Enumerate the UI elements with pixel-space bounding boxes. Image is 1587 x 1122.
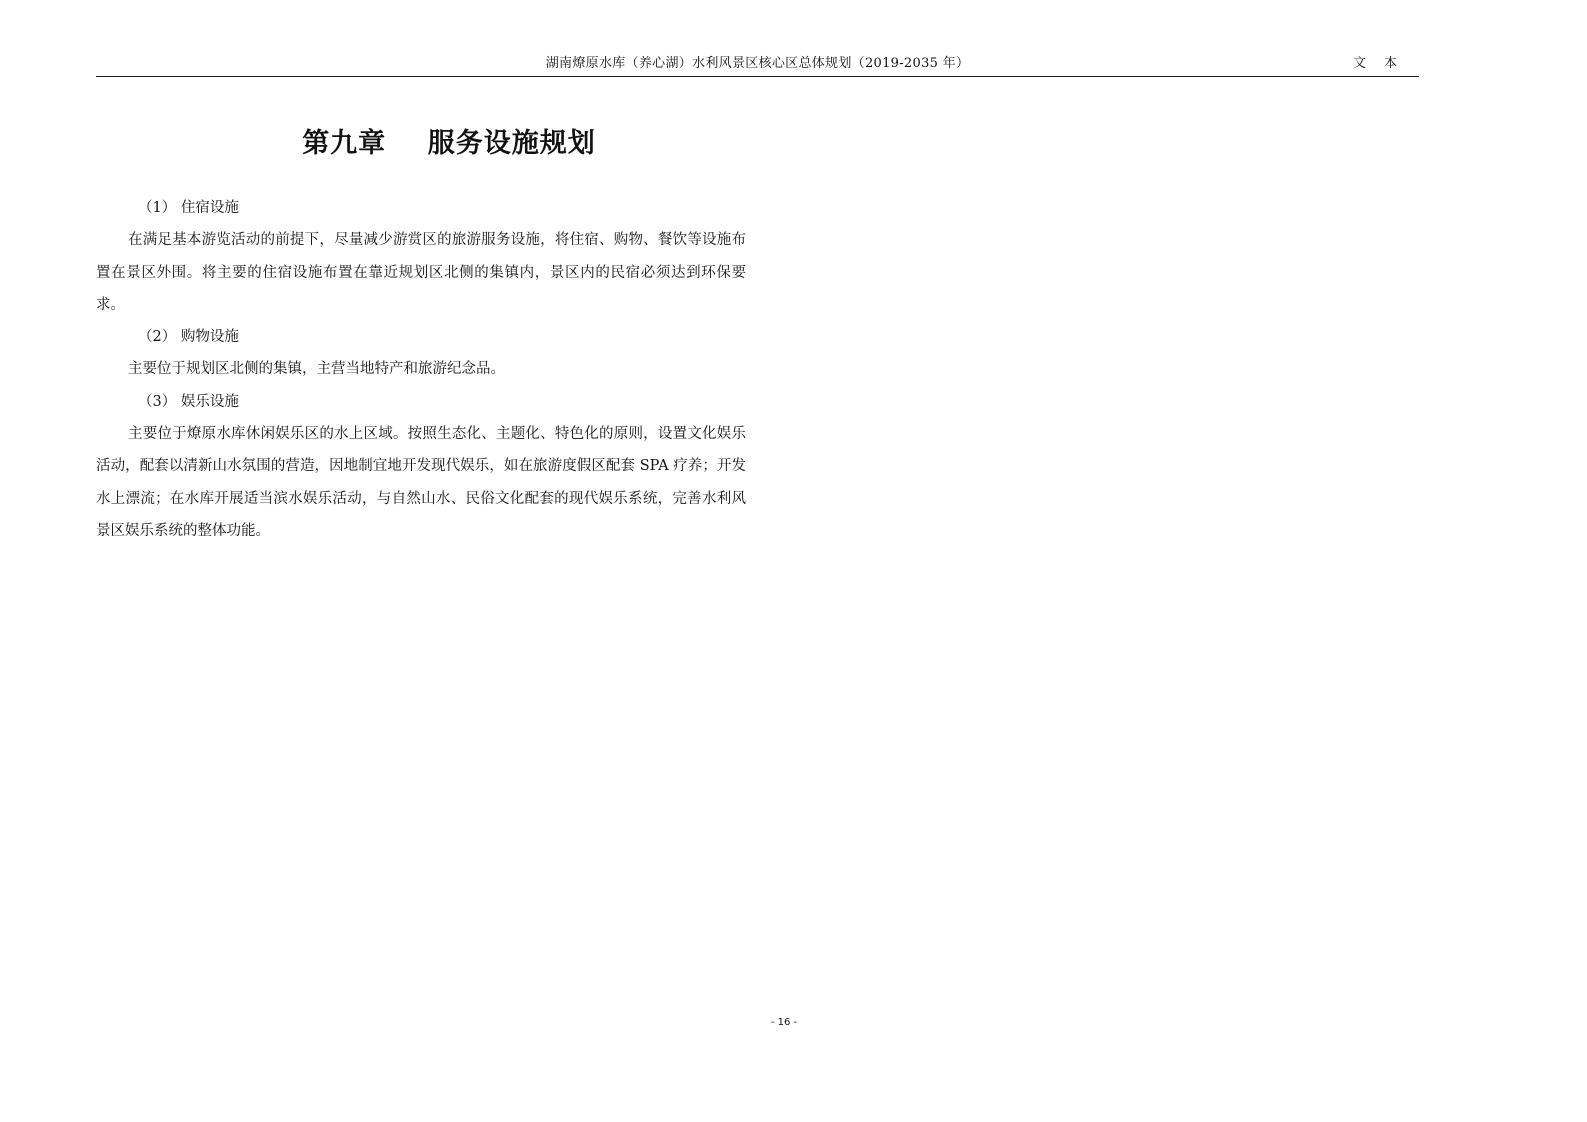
section-heading-lodging: （1） 住宿设施	[138, 200, 239, 216]
page-number: - 16 -	[770, 1017, 798, 1028]
chapter-content	[96, 192, 746, 547]
section-body-shopping: 主要位于规划区北侧的集镇，主营当地特产和旅游纪念品。	[128, 361, 505, 378]
section-body-lodging: 在满足基本游览活动的前提下，尽量减少游赏区的旅游服务设施，将住宿、购物、餐饮等设施布置在景区外围。将主要的住宿设施布置在靠近规划区北侧的集镇内，景区内的民宿必须达到环保要求。	[96, 232, 746, 313]
section-heading-shopping: （2） 购物设施	[138, 329, 239, 346]
section-body-entertainment: 主要位于燎原水库休闲娱乐区的水上区域。按照生态化、主题化、特色化的原则，设置文化娱乐活动，配套以清新山水氛围的营造，因地制宜地开发现代娱乐，如在旅游度假区配套 SPA 疗养；开发水上漂流；在水库开展适当滨水娱乐活动，与自然山水、民俗文化配套的现代娱乐系统，完善水利风景区娱乐系统的整体功能。	[96, 426, 746, 539]
chapter-title: 第九章 服务设施规划	[302, 128, 596, 159]
page-header	[96, 52, 1419, 77]
section-heading-entertainment: （3） 娱乐设施	[138, 393, 239, 410]
document-type-label: 文本	[1352, 56, 1415, 71]
document-title: 湖南燎原水库（养心湖）水利风景区核心区总体规划（2019-2035 年）	[545, 56, 970, 71]
